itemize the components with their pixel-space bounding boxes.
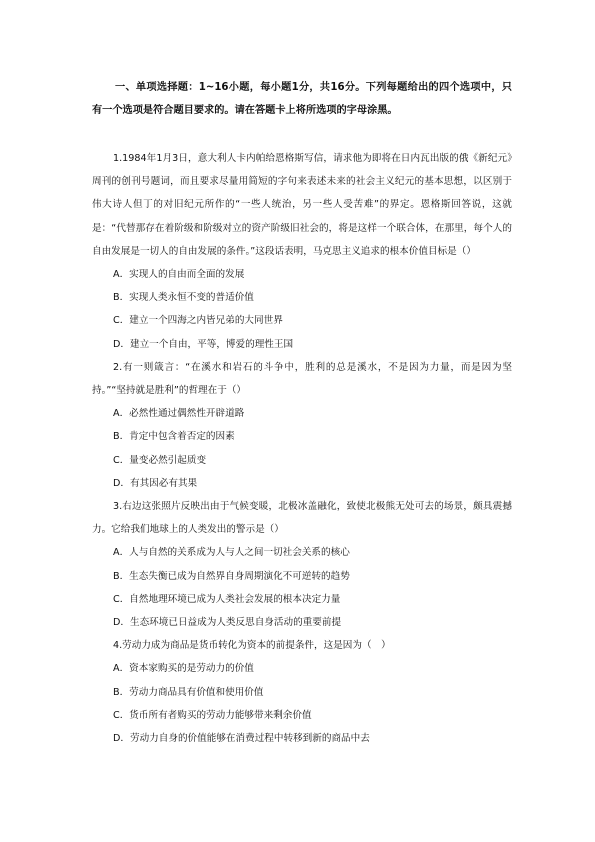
question-stem: 1.1984年1月3日，意大利人卡内帕给恩格斯写信，请求他为即将在日内瓦出版的俄《新纪元》周刊的创刊号题词，而且要求尽量用简短的字句来表述未来的社会主义纪元的基本思想，以区别于伟大诗人但丁的对旧纪元所作的“一些人统治，另一些人受苦难”的界定。恩格斯回答说，这就是：“代替那存在着阶级和阶级对立的资产阶级旧社会的，将是这样一个联合体，在那里，每个人的自由发展是一切人的自由发展的条件。”这段话表明，马克思主义追求的根本价值目标是（） bbox=[92, 153, 512, 257]
option-b: B．生态失衡已成为自然界自身周期演化不可逆转的趋势 bbox=[113, 570, 350, 582]
option-c: C．建立一个四海之内皆兄弟的大同世界 bbox=[113, 315, 283, 327]
question-stem: 3.右边这张照片反映出由于气候变暖，北极冰盖融化，致使北极熊无处可去的场景，颇具震撼力。它给我们地球上的人类发出的警示是（） bbox=[92, 501, 512, 536]
option-c: C．量变必然引起质变 bbox=[113, 454, 207, 466]
question-2 bbox=[92, 356, 512, 495]
option-d: D．建立一个自由，平等，博爱的理性王国 bbox=[113, 338, 294, 350]
option-c: C．货币所有者购买的劳动力能够带来剩余价值 bbox=[113, 709, 312, 721]
option-b: B．肯定中包含着否定的因素 bbox=[113, 431, 235, 443]
option-d: D．生态环境已日益成为人类反思自身活动的重要前提 bbox=[113, 617, 342, 629]
question-3 bbox=[92, 495, 512, 634]
option-d: D．劳动力自身的价值能够在消费过程中转移到新的商品中去 bbox=[113, 733, 370, 745]
option-b: B．实现人类永恒不变的普适价值 bbox=[113, 292, 254, 304]
option-a: A．资本家购买的是劳动力的价值 bbox=[113, 663, 254, 675]
section-heading: 一、单项选择题：1~16小题，每小题1分，共16分。下列每题给出的四个选项中，只有一个选项是符合题目要求的。请在答题卡上将所选项的字母涂黑。 bbox=[92, 82, 512, 116]
option-a: A．必然性通过偶然性开辟道路 bbox=[113, 408, 245, 420]
question-stem: 4.劳动力成为商品是货币转化为资本的前提条件，这是因为（ ） bbox=[113, 640, 391, 652]
option-a: A．实现人的自由而全面的发展 bbox=[113, 269, 245, 281]
option-a: A．人与自然的关系成为人与人之间一切社会关系的核心 bbox=[113, 547, 350, 559]
option-d: D．有其因必有其果 bbox=[113, 477, 198, 489]
question-1 bbox=[92, 147, 512, 356]
option-b: B．劳动力商品具有价值和使用价值 bbox=[113, 686, 264, 698]
question-stem: 2.有一则箴言：“在溪水和岩石的斗争中，胜利的总是溪水，不是因为力量，而是因为坚持。”“坚持就是胜利”的哲理在于（） bbox=[92, 361, 512, 397]
question-4 bbox=[92, 634, 512, 750]
question-list bbox=[92, 147, 512, 750]
option-c: C．自然地理环境已成为人类社会发展的根本决定力量 bbox=[113, 593, 341, 605]
